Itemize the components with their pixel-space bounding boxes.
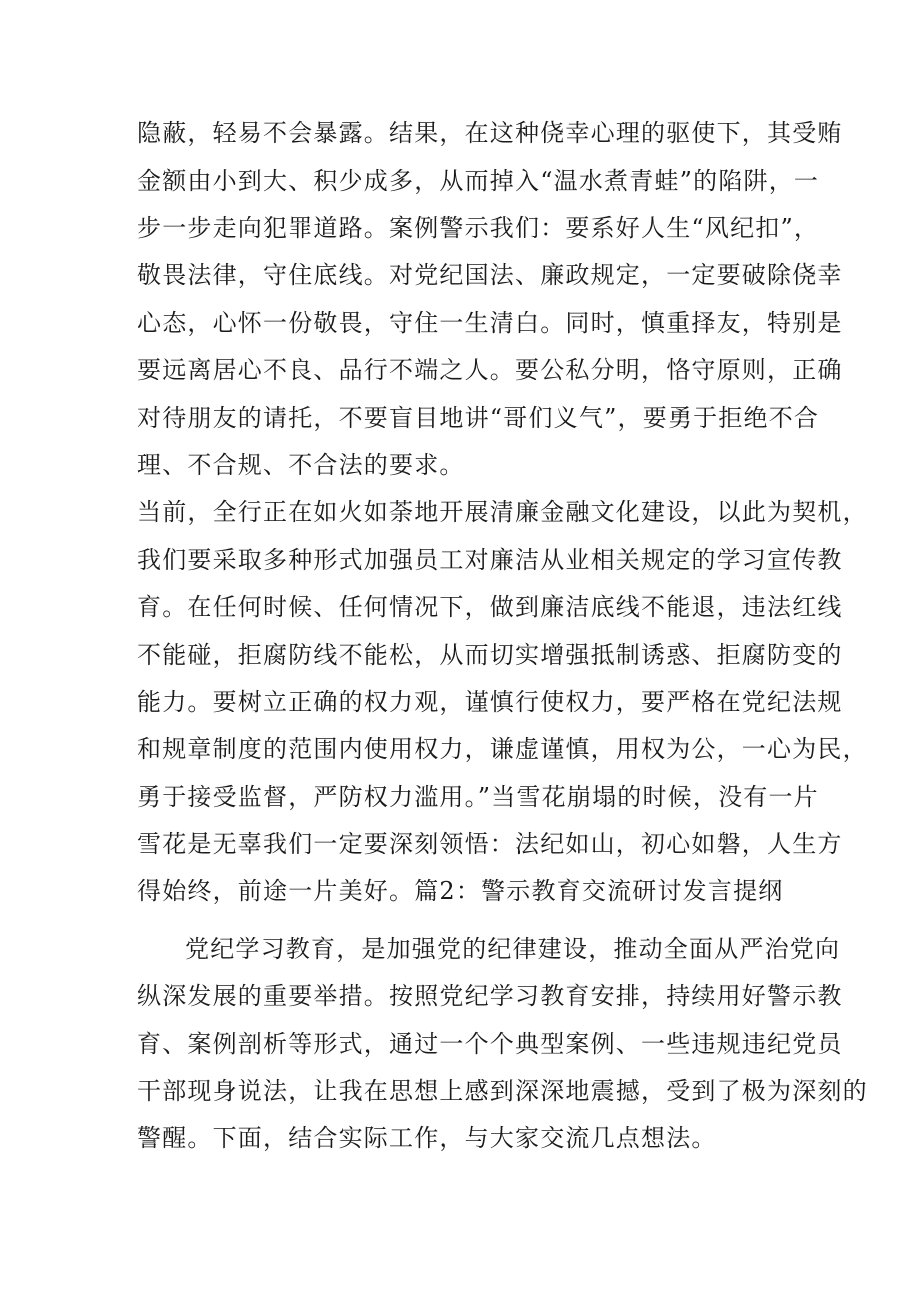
text-line: 要远离居心不良、品行不端之人。要公私分明，恪守原则，正确: [137, 356, 843, 384]
text-line: 能力。要树立正确的权力观，谨慎行使权力，要严格在党纪法规: [137, 688, 843, 716]
text-line: 和规章制度的范围内使用权力，谦虚谨慎，用权为公，一心为民，: [137, 735, 868, 763]
text-line: 勇于接受监督，严防权力滥用。”当雪花崩塌的时候，没有一片: [137, 783, 819, 811]
text-line: 对待朋友的请托，不要盲目地讲“哥们义气”，要勇于拒绝不合: [137, 404, 820, 432]
text-line: 我们要采取多种形式加强员工对廉洁从业相关规定的学习宣传教: [137, 546, 843, 574]
text-line: 金额由小到大、积少成多，从而掉入“温水煮青蛙”的陷阱，一: [137, 167, 820, 195]
text-line: 得始终，前途一片美好。篇2：警示教育交流研讨发言提纲: [137, 877, 784, 905]
text-line: 干部现身说法，让我在思想上感到深深地震撼，受到了极为深刻的: [137, 1077, 868, 1105]
text-line: 警醒。下面，结合实际工作，与大家交流几点想法。: [137, 1124, 717, 1152]
text-line: 理、不合规、不合法的要求。: [137, 451, 465, 479]
text-line: 隐蔽，轻易不会暴露。结果，在这种侥幸心理的驱使下，其受贿: [137, 119, 843, 147]
text-line: 育、案例剖析等形式，通过一个个典型案例、一些违规违纪党员: [137, 1030, 843, 1058]
text-line: 不能碰，拒腐防线不能松，从而切实增强抵制诱惑、拒腐防变的: [137, 641, 843, 669]
paragraph-first-line: 党纪学习教育，是加强党的纪律建设，推动全面从严治党向: [185, 935, 841, 963]
text-line: 育。在任何时候、任何情况下，做到廉洁底线不能退，违法红线: [137, 593, 843, 621]
text-line: 步一步走向犯罪道路。案例警示我们：要系好人生“风纪扣”，: [137, 214, 820, 242]
text-line: 心态，心怀一份敬畏，守住一生清白。同时，慎重择友，特别是: [137, 309, 843, 337]
text-line: 当前，全行正在如火如荼地开展清廉金融文化建设，以此为契机，: [137, 498, 868, 526]
text-line: 敬畏法律，守住底线。对党纪国法、廉政规定，一定要破除侥幸: [137, 261, 843, 289]
text-line: 纵深发展的重要举措。按照党纪学习教育安排，持续用好警示教: [137, 982, 843, 1010]
text-line: 雪花是无辜我们一定要深刻领悟：法纪如山，初心如磐，人生方: [137, 830, 843, 858]
